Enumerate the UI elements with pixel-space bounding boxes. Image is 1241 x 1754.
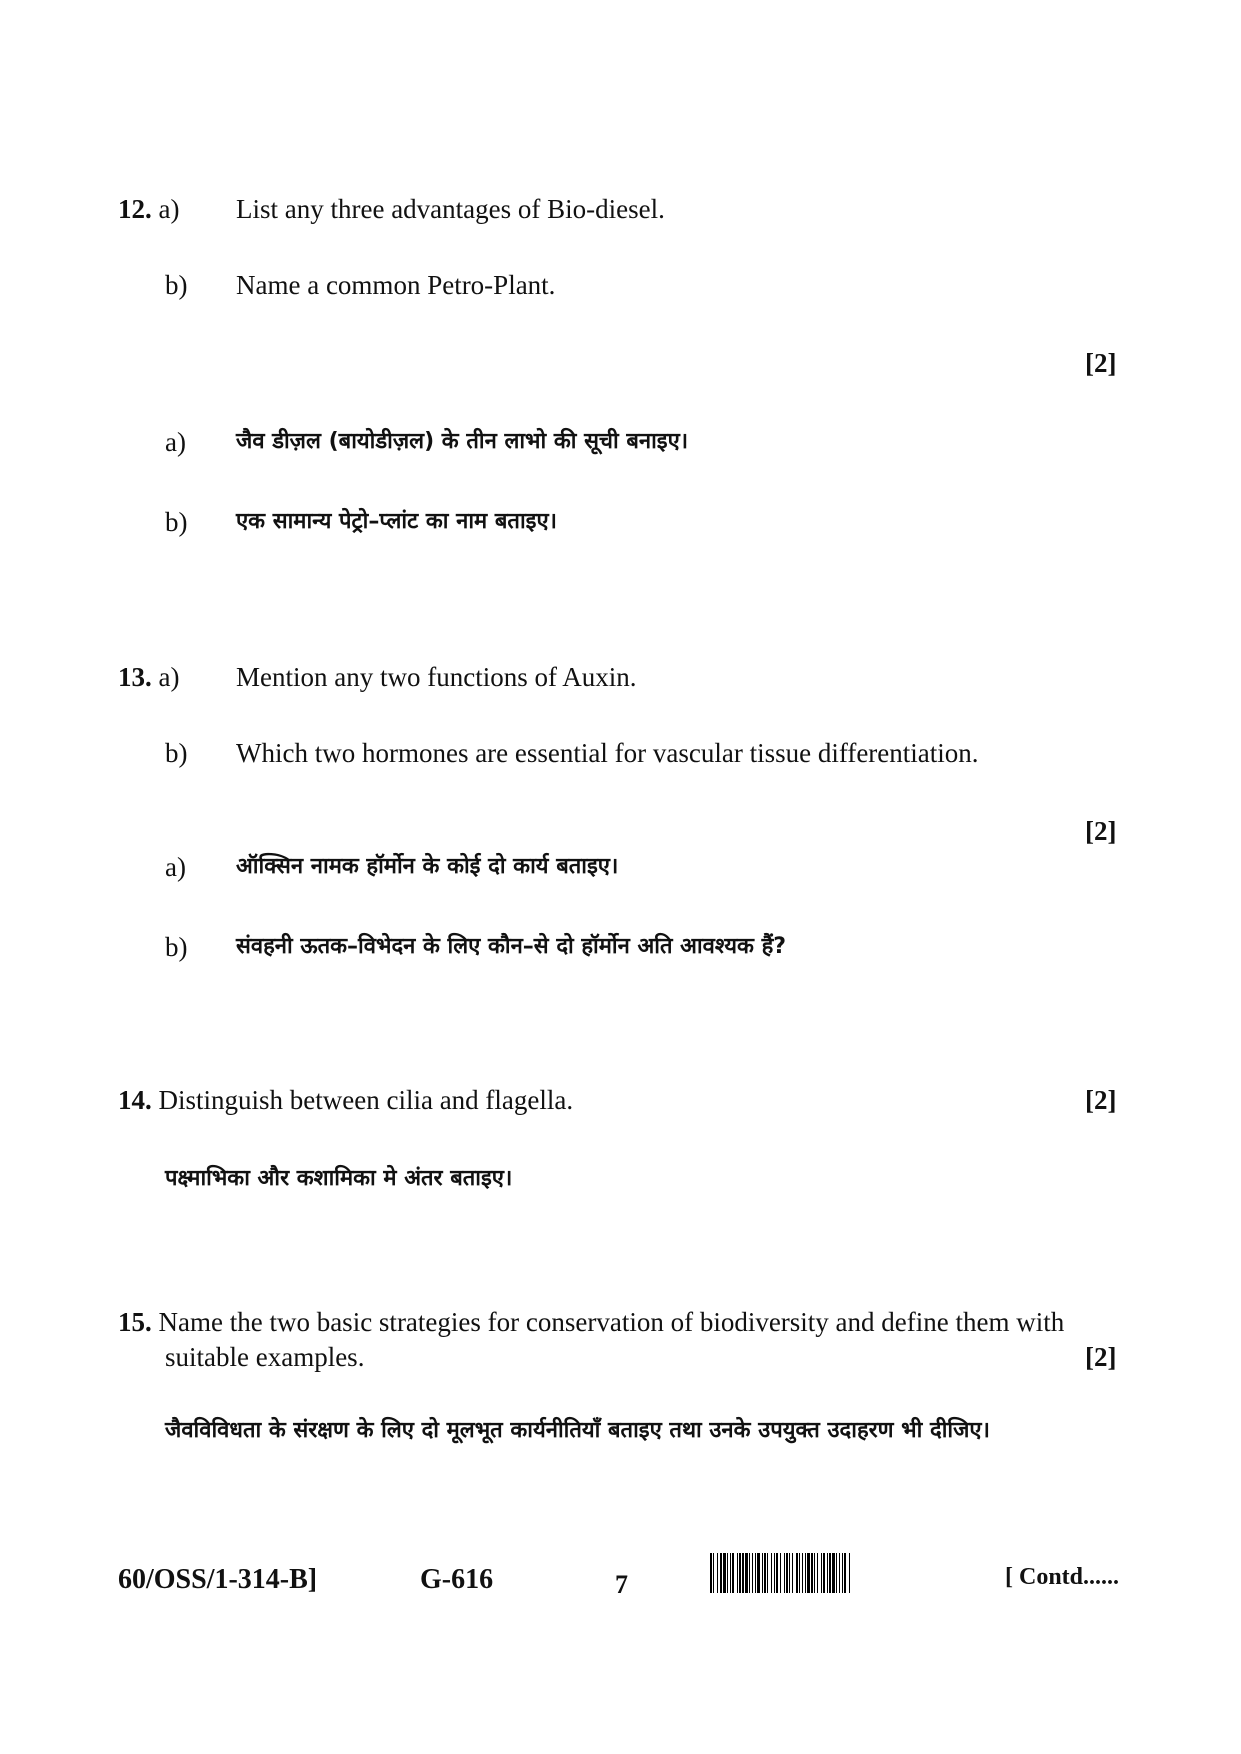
question-number: 15. [118,1307,152,1337]
page-number: 7 [615,1570,628,1599]
part-label: a) [165,852,186,882]
hindi-text: एक सामान्य पेट्रो–प्लांट का नाम बताइए। [236,509,557,534]
part-label: a) [158,194,180,224]
part-label: b) [165,932,188,962]
question-text: Which two hormones are essential for vascular tissue differentiation. [236,738,979,768]
question-number: 12. [118,194,152,224]
question-15 [118,1305,1064,1339]
hindi-text: संवहनी ऊतक–विभेदन के लिए कौन–से दो हॉर्मोन अति आवश्यक हैं? [236,934,787,959]
paper-series: G-616 [420,1564,494,1595]
question-number: 14. [118,1085,152,1115]
question-13 [118,660,179,694]
question-12 [118,192,179,226]
marks-badge: [2] [1085,1342,1117,1372]
question-text: List any three advantages of Bio-diesel. [236,194,665,224]
part-label: b) [165,270,188,300]
question-text: Name the two basic strategies for conservation of biodiversity and define them with [158,1307,1065,1337]
marks-badge: [2] [1085,1085,1117,1115]
hindi-text: ऑक्सिन नामक हॉर्मोन के कोई दो कार्य बताइए। [236,854,619,879]
hindi-text: पक्ष्माभिका और कशामिका मे अंतर बताइए। [165,1166,513,1191]
question-number: 13. [118,662,152,692]
hindi-text: जैवविविधता के संरक्षण के लिए दो मूलभूत कार्यनीतियाँ बताइए तथा उनके उपयुक्त उदाहरण भी दीजिए। [165,1418,990,1443]
paper-code: 60/OSS/1-314-B] [118,1564,318,1595]
part-label: a) [165,427,186,457]
question-text: Mention any two functions of Auxin. [236,662,637,692]
marks-badge: [2] [1085,348,1117,378]
question-text-continued: suitable examples. [165,1342,365,1372]
marks-badge: [2] [1085,816,1117,846]
question-text: Name a common Petro-Plant. [236,270,556,300]
hindi-text: जैव डीज़ल (बायोडीज़ल) के तीन लाभो की सूची बनाइए। [236,429,689,454]
barcode-bar [850,1553,851,1593]
barcode-image [710,1553,980,1593]
question-14 [118,1083,573,1117]
part-label: a) [158,662,180,692]
part-label: b) [165,738,188,768]
continued-label: [ Contd...... [1005,1564,1120,1590]
part-label: b) [165,507,188,537]
question-text: Distinguish between cilia and flagella. [158,1085,574,1115]
